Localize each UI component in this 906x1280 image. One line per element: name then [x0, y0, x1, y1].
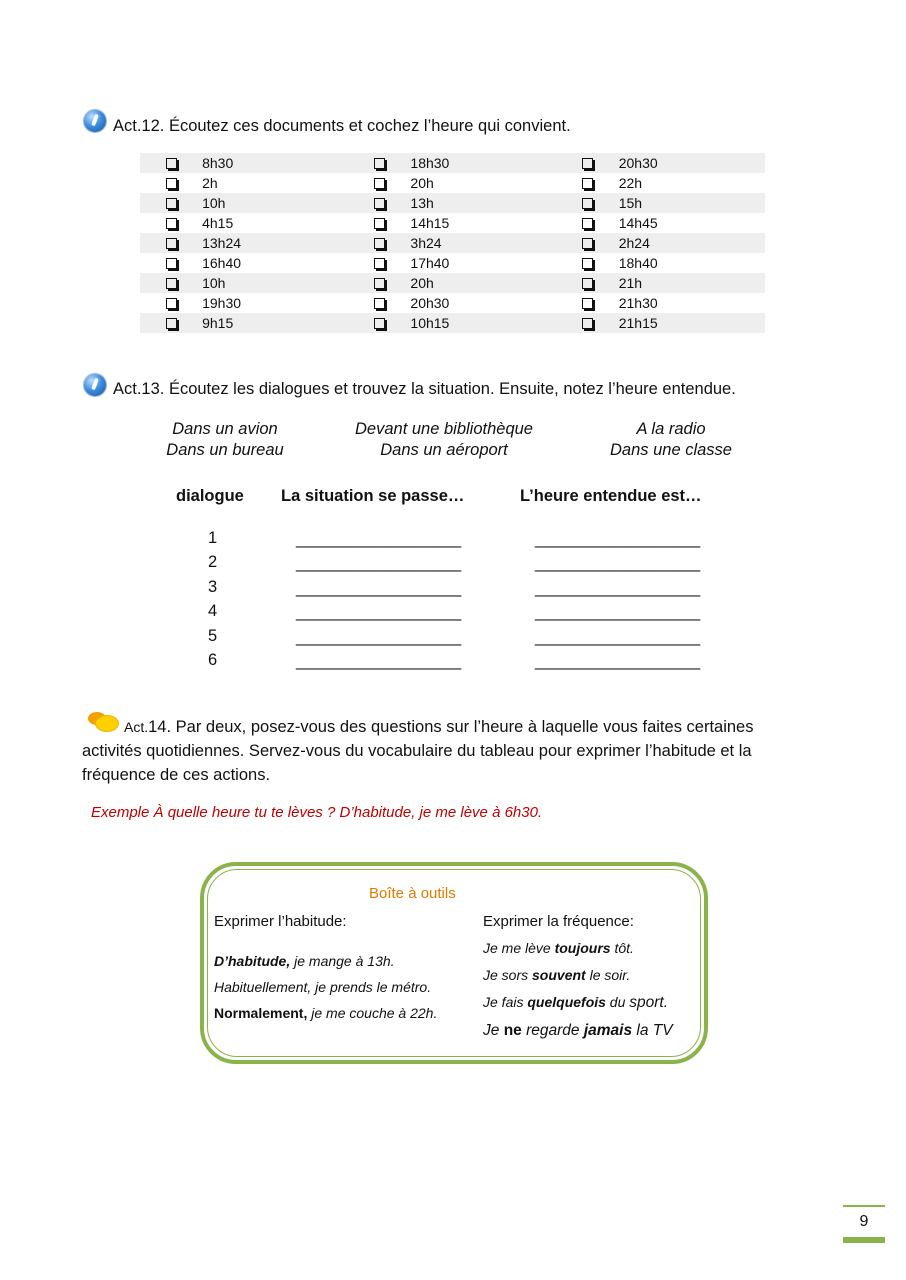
time-option: 19h30	[202, 295, 242, 311]
checkbox-cell	[348, 293, 410, 313]
act14-line1: 14. Par deux, posez-vous des questions sur l’heure à laquelle vous faites certaines	[148, 718, 754, 736]
checkbox-icon[interactable]	[374, 218, 385, 229]
place-option: A la radio	[636, 420, 706, 438]
frequency-label: Exprimer la fréquence:	[483, 913, 634, 930]
checkbox-cell	[557, 253, 619, 273]
checkbox-cell	[557, 293, 619, 313]
page-number-rule-bottom	[843, 1237, 885, 1243]
checkbox-icon[interactable]	[374, 178, 385, 189]
habit-keyword: Normalement,	[214, 1005, 308, 1021]
situation-answer-blank[interactable]: __________________	[296, 627, 462, 646]
time-option: 4h15	[202, 215, 234, 231]
checkbox-icon[interactable]	[582, 178, 593, 189]
column-header-situation: La situation se passe…	[281, 487, 465, 505]
checkbox-cell	[557, 153, 619, 173]
checkbox-cell	[348, 273, 410, 293]
time-option: 14h15	[410, 215, 450, 231]
time-option: 21h	[619, 273, 765, 293]
time-option: 17h40	[410, 255, 450, 271]
situation-answer-blank[interactable]: __________________	[296, 603, 462, 622]
time-option: 20h	[410, 175, 434, 191]
checkbox-cell	[557, 173, 619, 193]
situation-answer-blank[interactable]: __________________	[296, 578, 462, 597]
time-option: 10h	[202, 193, 348, 213]
checkbox-icon[interactable]	[166, 318, 177, 329]
freq-keyword: souvent	[532, 967, 586, 983]
time-option: 21h30	[618, 295, 658, 311]
habit-example-2: Habituellement, je prends le métro.	[214, 979, 432, 995]
time-option: 13h24	[202, 233, 348, 253]
time-option: 2h	[202, 175, 218, 191]
freq-keyword: toujours	[554, 940, 611, 956]
checkbox-icon[interactable]	[582, 238, 593, 249]
time-option: 10h	[202, 273, 348, 293]
column-header-time: L’heure entendue est…	[520, 487, 702, 505]
checkbox-icon[interactable]	[582, 298, 593, 309]
dialogue-number: 1	[208, 529, 218, 547]
checkbox-cell	[140, 233, 202, 253]
dialogue-number: 2	[208, 553, 218, 572]
time-choice-table	[140, 153, 765, 333]
checkbox-icon[interactable]	[582, 318, 593, 329]
time-answer-blank[interactable]: __________________	[535, 627, 701, 646]
page-number: 9	[859, 1213, 869, 1230]
checkbox-cell	[557, 193, 619, 213]
time-option: 15h	[619, 193, 765, 213]
checkbox-cell	[140, 173, 202, 193]
habit-label: Exprimer l’habitude:	[214, 913, 347, 930]
checkbox-icon[interactable]	[166, 198, 177, 209]
checkbox-icon[interactable]	[582, 218, 593, 229]
situation-answer-blank[interactable]: __________________	[296, 554, 462, 573]
checkbox-cell	[348, 153, 410, 173]
frequency-example-1	[483, 940, 634, 956]
checkbox-cell	[348, 213, 410, 233]
act14-instructions	[82, 715, 842, 787]
freq-keyword: ne	[503, 1022, 522, 1039]
checkbox-cell	[348, 233, 410, 253]
time-answer-blank[interactable]: __________________	[535, 603, 701, 622]
dialogue-number: 5	[208, 626, 218, 645]
time-option: 9h15	[202, 313, 348, 333]
checkbox-cell	[557, 313, 619, 333]
habit-example-3	[214, 1005, 437, 1021]
freq-text: regarde	[521, 1022, 584, 1039]
place-option: Dans un aéroport	[380, 441, 508, 459]
checkbox-cell	[348, 313, 410, 333]
time-option: 16h40	[202, 255, 242, 271]
frequency-example-2	[483, 967, 630, 983]
audio-icon	[84, 110, 106, 132]
situation-answer-blank[interactable]: __________________	[296, 652, 462, 670]
checkbox-icon[interactable]	[582, 198, 593, 209]
time-option: 20h	[410, 273, 556, 293]
checkbox-icon[interactable]	[374, 198, 385, 209]
time-option: 20h30	[410, 295, 450, 311]
toolbox-title: Boîte à outils	[369, 885, 456, 902]
time-row	[140, 193, 765, 213]
time-answer-blank[interactable]: __________________	[535, 578, 701, 597]
freq-text: le soir.	[585, 967, 631, 983]
audio-icon	[84, 374, 106, 396]
checkbox-cell	[140, 313, 202, 333]
habit-example-text: je mange à 13h.	[290, 953, 395, 969]
time-row	[140, 213, 765, 233]
time-option: 10h15	[410, 313, 556, 333]
checkbox-cell	[557, 213, 619, 233]
dialogue-number: 3	[208, 577, 218, 596]
time-option: 2h24	[619, 233, 765, 253]
place-option: Dans un bureau	[166, 441, 284, 459]
time-answer-blank[interactable]: __________________	[535, 652, 701, 670]
time-answer-blank[interactable]: __________________	[535, 554, 701, 573]
checkbox-icon[interactable]	[374, 298, 385, 309]
time-option: 13h	[410, 193, 556, 213]
freq-text: Je me lève	[483, 940, 555, 956]
freq-keyword: jamais	[583, 1022, 633, 1039]
freq-text: Je fais	[483, 994, 528, 1010]
place-option: Dans une classe	[610, 441, 732, 459]
time-option: 22h	[618, 175, 643, 191]
checkbox-cell	[140, 293, 202, 313]
time-option: 14h45	[618, 215, 658, 231]
checkbox-cell	[140, 253, 202, 273]
checkbox-cell	[140, 213, 202, 233]
time-answer-blank[interactable]: __________________	[535, 530, 701, 548]
freq-keyword: quelquefois	[527, 994, 606, 1010]
freq-text: du	[605, 994, 630, 1010]
checkbox-icon[interactable]	[166, 238, 177, 249]
time-option: 20h30	[619, 153, 765, 173]
freq-text: Je sors	[483, 967, 533, 983]
checkbox-icon[interactable]	[374, 158, 385, 169]
time-row	[140, 313, 765, 333]
checkbox-cell	[140, 273, 202, 293]
time-row	[140, 153, 765, 173]
dialogue-number: 4	[208, 602, 218, 621]
habit-example-text: je me couche à 22h.	[307, 1005, 438, 1021]
dialogue-number: 6	[208, 651, 218, 669]
time-row	[140, 173, 765, 193]
time-row	[140, 233, 765, 253]
checkbox-cell	[140, 153, 202, 173]
time-option: 21h15	[619, 313, 765, 333]
checkbox-cell	[557, 273, 619, 293]
checkbox-cell	[348, 173, 410, 193]
checkbox-cell	[140, 193, 202, 213]
checkbox-icon[interactable]	[166, 218, 177, 229]
freq-text: sport.	[629, 994, 669, 1011]
checkbox-icon[interactable]	[374, 258, 385, 269]
checkbox-icon[interactable]	[582, 258, 593, 269]
freq-text: la TV	[632, 1022, 673, 1039]
frequency-example-3	[483, 994, 668, 1012]
freq-text: Je	[483, 1022, 504, 1039]
checkbox-icon[interactable]	[582, 278, 593, 289]
time-option: 18h30	[410, 153, 556, 173]
act13-title: Act.13. Écoutez les dialogues et trouvez la situation. Ensuite, notez l’heure entendue.	[113, 380, 736, 398]
checkbox-icon[interactable]	[374, 278, 385, 289]
checkbox-icon[interactable]	[582, 158, 593, 169]
checkbox-cell	[348, 253, 410, 273]
act12-title: Act.12. Écoutez ces documents et cochez l’heure qui convient.	[113, 117, 571, 135]
habit-keyword: D’habitude,	[214, 953, 291, 969]
act14-line3: fréquence de ces actions.	[82, 766, 271, 784]
column-header-dialogue: dialogue	[176, 487, 244, 505]
place-option: Dans un avion	[172, 420, 278, 438]
time-option: 18h40	[618, 255, 658, 271]
frequency-example-4	[483, 1022, 673, 1040]
page-number-rule-top	[843, 1205, 885, 1207]
time-option: 3h24	[410, 233, 556, 253]
time-row	[140, 273, 765, 293]
situation-answer-blank[interactable]: __________________	[296, 530, 462, 548]
place-option: Devant une bibliothèque	[355, 420, 533, 438]
checkbox-icon[interactable]	[166, 278, 177, 289]
example-sentence: Exemple À quelle heure tu te lèves ? D’habitude, je me lève à 6h30.	[91, 804, 543, 821]
time-row	[140, 293, 765, 313]
act14-prefix: Act.	[124, 719, 149, 735]
checkbox-icon[interactable]	[166, 178, 177, 189]
time-row	[140, 253, 765, 273]
habit-example-1	[214, 953, 395, 969]
act14-line2: activités quotidiennes. Servez-vous du vocabulaire du tableau pour exprimer l’habitude et la	[82, 742, 752, 760]
checkbox-icon[interactable]	[374, 318, 385, 329]
freq-text: tôt.	[610, 940, 634, 956]
checkbox-cell	[348, 193, 410, 213]
checkbox-icon[interactable]	[166, 158, 177, 169]
checkbox-icon[interactable]	[166, 298, 177, 309]
checkbox-icon[interactable]	[374, 238, 385, 249]
checkbox-icon[interactable]	[166, 258, 177, 269]
checkbox-cell	[557, 233, 619, 253]
time-option: 8h30	[202, 153, 348, 173]
